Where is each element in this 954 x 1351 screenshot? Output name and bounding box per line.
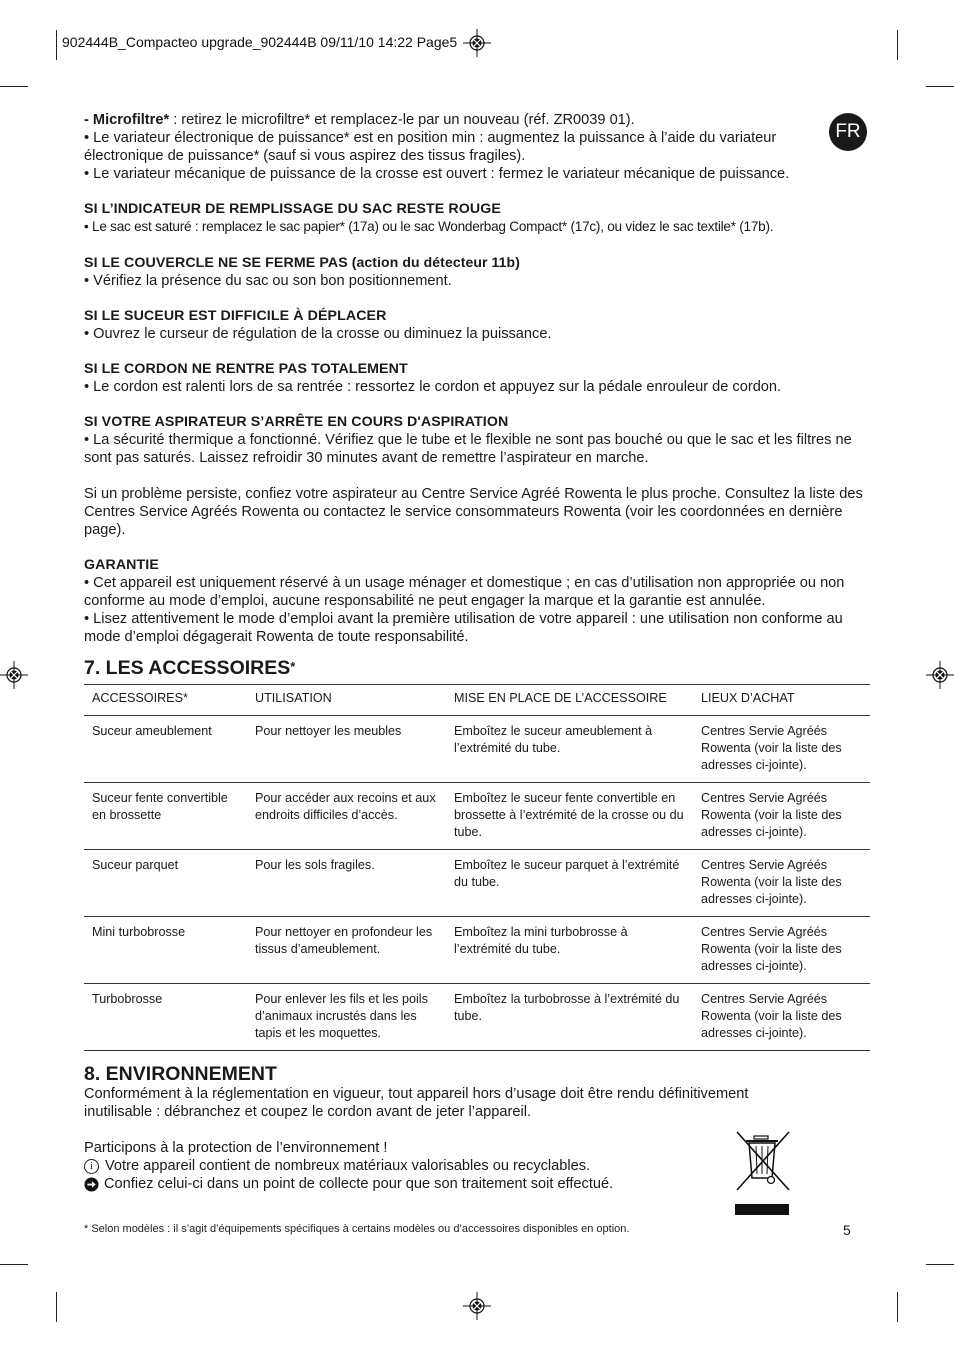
registration-mark-right-icon <box>926 661 954 689</box>
mechanical-power-text: • Le variateur mécanique de puissance de la crosse est ouvert : fermez le variateur mécanique de puissance. <box>84 166 790 182</box>
table-cell: Emboîtez le suceur fente convertible en brossette à l’extrémité de la crosse ou du tube. <box>446 783 693 850</box>
table-cell: Pour accéder aux recoins et aux endroits difficiles d’accès. <box>247 783 446 850</box>
table-row <box>84 917 870 984</box>
guarantee-text-1: • Cet appareil est uniquement réservé à un usage ménager et domestique ; en cas d’utilisation non appropriée ou non conforme au mode d’emploi, aucune responsabilité ne peut engager la marque et la garantie est annulée. <box>84 575 845 609</box>
table-cell: Pour enlever les fils et les poils d’animaux incrustés dans les tapis et les moquettes. <box>247 984 446 1051</box>
table-cell: Emboîtez le suceur parquet à l’extrémité du tube. <box>446 850 693 917</box>
crop-mark-bl-v <box>56 1292 57 1322</box>
table-cell: Centres Servie Agréés Rowenta (voir la liste des adresses ci-jointe). <box>693 783 870 850</box>
accessories-title-text: 7. LES ACCESSOIRES <box>84 657 291 679</box>
column-header: ACCESSOIRES* <box>84 685 247 716</box>
accessories-title <box>84 654 870 681</box>
section-text: • Vérifiez la présence du sac ou son bon positionnement. <box>84 273 452 289</box>
accessories-title-mark: * <box>290 659 296 674</box>
crop-mark-br-h <box>926 1264 954 1265</box>
microfilter-line <box>84 111 870 129</box>
environment-title: 8. ENVIRONNEMENT <box>84 1063 277 1085</box>
table-cell: Suceur parquet <box>84 850 247 917</box>
arrow-line-text: Confiez celui-ci dans un point de collecte pour que son traitement soit effectué. <box>104 1176 614 1192</box>
section-heading: SI LE CORDON NE RENTRE PAS TOTALEMENT <box>84 361 408 377</box>
crop-mark-tr-h <box>926 86 954 87</box>
section-text: • Le cordon est ralenti lors de sa rentrée : ressortez le cordon et appuyez sur la pédale enrouleur de cordon. <box>84 379 782 395</box>
registration-mark-top-icon <box>463 29 491 57</box>
crop-mark-bl-h <box>0 1264 28 1265</box>
table-cell: Pour nettoyer en profondeur les tissus d’ameublement. <box>247 917 446 984</box>
section-text: • La sécurité thermique a fonctionné. Vérifiez que le tube et le flexible ne sont pas bouché ou que le sac et les filtres ne sont pas saturés. Laissez refroidir 30 minutes avant de remettre l’aspirateur en marche. <box>84 432 852 466</box>
registration-mark-left-icon <box>0 661 28 689</box>
table-cell: Centres Servie Agréés Rowenta (voir la liste des adresses ci-jointe). <box>693 984 870 1051</box>
column-header: LIEUX D’ACHAT <box>693 685 870 716</box>
table-cell: Turbobrosse <box>84 984 247 1051</box>
page-content <box>84 111 870 1193</box>
arrow-circle-icon <box>84 1177 99 1192</box>
table-header-row <box>84 685 870 716</box>
guarantee-text-2: • Lisez attentivement le mode d’emploi avant la première utilisation de votre appareil : une utilisation non conforme au mode d’emploi dégagerait Rowenta de toute responsabilité. <box>84 611 843 645</box>
footnote: * Selon modèles : il s’agit d’équipements spécifiques à certains modèles ou d’accessoires disponibles en option. <box>84 1223 630 1235</box>
table-cell: Emboîtez la turbobrosse à l’extrémité du tube. <box>446 984 693 1051</box>
table-cell: Centres Servie Agréés Rowenta (voir la liste des adresses ci-jointe). <box>693 716 870 783</box>
environment-text-1: Conformément à la réglementation en vigueur, tout appareil hors d’usage doit être rendu définitivement inutilisable : débranchez et coupez le cordon avant de jeter l’appareil. <box>84 1086 749 1120</box>
column-header: UTILISATION <box>247 685 446 716</box>
accessories-table <box>84 684 870 1051</box>
crossed-bin-icon <box>735 1130 791 1216</box>
section-heading: SI L’INDICATEUR DE REMPLISSAGE DU SAC RESTE ROUGE <box>84 201 501 217</box>
section-heading: SI VOTRE ASPIRATEUR S’ARRÊTE EN COURS D'ASPIRATION <box>84 414 509 430</box>
persist-paragraph: Si un problème persiste, confiez votre aspirateur au Centre Service Agréé Rowenta le plus proche. Consultez la liste des Centres Service Agréés Rowenta ou contactez le service consommateurs Rowenta (voir les coordonnées en dernière page). <box>84 486 863 538</box>
page-number: 5 <box>843 1222 851 1238</box>
section-heading: SI LE SUCEUR EST DIFFICILE À DÉPLACER <box>84 308 387 324</box>
section-heading-extra: (action du détecteur 11b) <box>347 254 520 270</box>
section-text: • Ouvrez le curseur de régulation de la crosse ou diminuez la puissance. <box>84 326 552 342</box>
info-line-text: Votre appareil contient de nombreux matériaux valorisables ou recyclables. <box>105 1158 591 1174</box>
guarantee-heading: GARANTIE <box>84 557 159 573</box>
section-text: • Le sac est saturé : remplacez le sac papier* (17a) ou le sac Wonderbag Compact* (17c), ou videz le sac textile* (17b). <box>84 219 774 234</box>
registration-mark-bottom-icon <box>463 1292 491 1320</box>
microfilter-label: - Microfiltre* <box>84 112 170 128</box>
crop-mark-br-v <box>897 1292 898 1322</box>
table-row <box>84 783 870 850</box>
crop-mark-tl-v <box>56 30 57 60</box>
table-row <box>84 984 870 1051</box>
electronic-power-text: • Le variateur électronique de puissance* est en position min : augmentez la puissance à l’aide du variateur électronique de puissance* (sauf si vous aspirez des tissus fragiles). <box>84 130 777 164</box>
table-cell: Centres Servie Agréés Rowenta (voir la liste des adresses ci-jointe). <box>693 917 870 984</box>
language-badge: FR <box>829 113 867 151</box>
table-cell: Centres Servie Agréés Rowenta (voir la liste des adresses ci-jointe). <box>693 850 870 917</box>
table-cell: Emboîtez le suceur ameublement à l’extrémité du tube. <box>446 716 693 783</box>
column-header: MISE EN PLACE DE L’ACCESSOIRE <box>446 685 693 716</box>
environment-text-2: Participons à la protection de l’environnement ! <box>84 1140 388 1156</box>
table-cell: Pour nettoyer les meubles <box>247 716 446 783</box>
info-icon: i <box>84 1159 99 1174</box>
microfilter-text: : retirez le microfiltre* et remplacez-le par un nouveau (réf. ZR0039 01). <box>169 112 635 128</box>
table-row <box>84 850 870 917</box>
table-cell: Pour les sols fragiles. <box>247 850 446 917</box>
crop-mark-tr-v <box>897 30 898 60</box>
table-cell: Suceur ameublement <box>84 716 247 783</box>
print-slug: 902444B_Compacteo upgrade_902444B 09/11/10 14:22 Page5 <box>62 34 458 50</box>
crop-mark-tl-h <box>0 86 28 87</box>
section-heading <box>84 253 870 272</box>
table-cell: Mini turbobrosse <box>84 917 247 984</box>
table-cell: Suceur fente convertible en brossette <box>84 783 247 850</box>
section-heading-main: SI LE COUVERCLE NE SE FERME PAS <box>84 255 348 271</box>
table-row <box>84 716 870 783</box>
table-cell: Emboîtez la mini turbobrosse à l’extrémité du tube. <box>446 917 693 984</box>
